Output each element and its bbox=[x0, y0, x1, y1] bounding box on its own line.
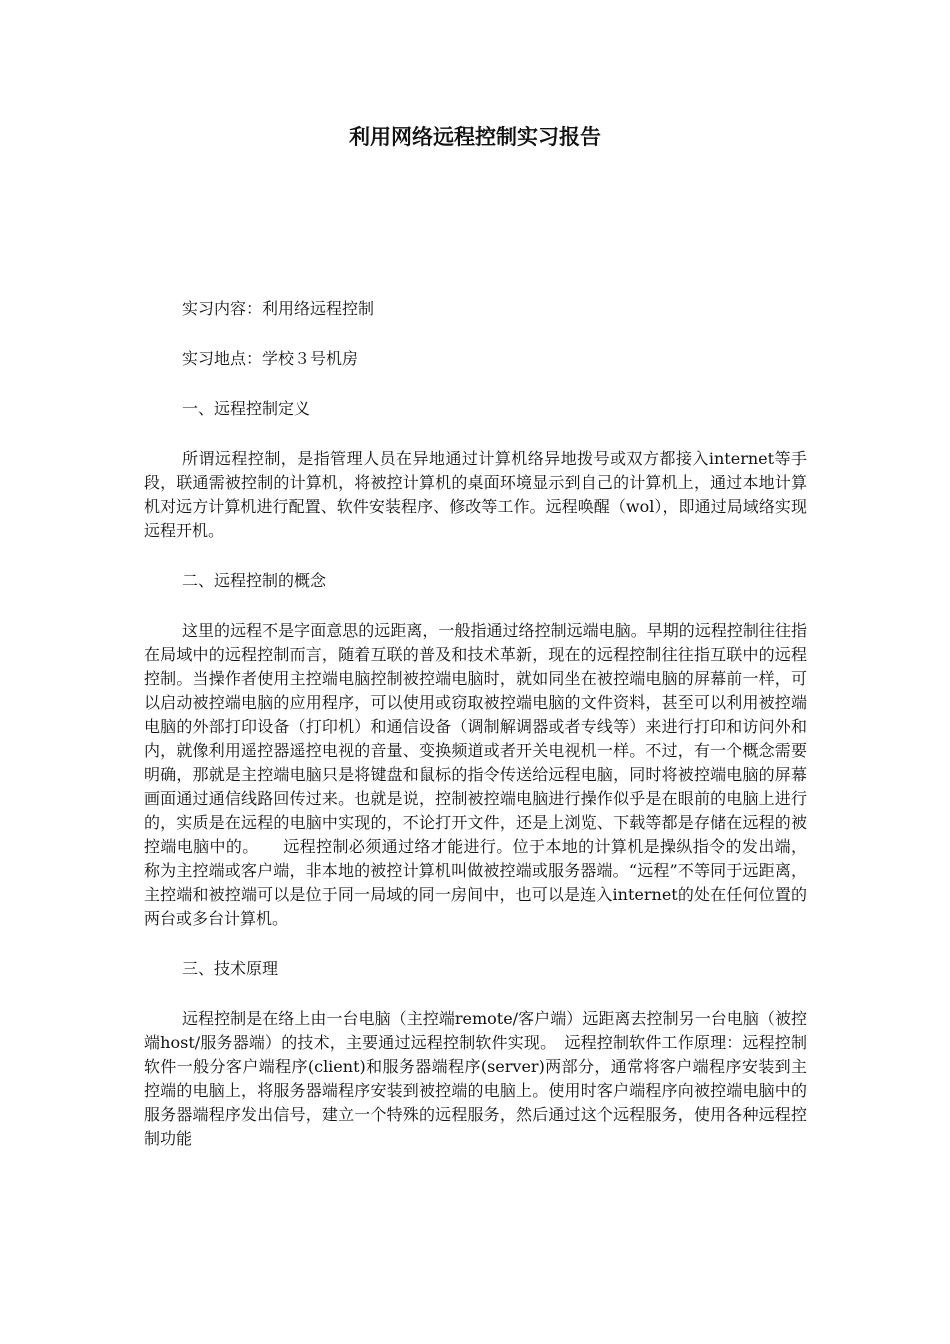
internship-location: 实习地点：学校３号机房 bbox=[182, 349, 359, 368]
section-2-heading: 二、远程控制的概念 bbox=[182, 571, 327, 590]
section-1-heading: 一、远程控制定义 bbox=[182, 399, 311, 418]
internship-content: 实习内容：利用络远程控制 bbox=[182, 299, 375, 318]
section-2-paragraph: 这里的远程不是字面意思的远距离，一般指通过络控制远端电脑。早期的远程控制往往指在局域中的远程控制而言，随着互联的普及和技术革新，现在的远程控制往往指互联中的远程控制。当操作者使用主控端电脑控制被控端电脑时，就如同坐在被控端电脑的屏幕前一样，可以启动被控端电脑的应用程序，可以使用或窃取被控端电脑的文件资料，甚至可以利用被控端电脑的外部打印设备（打印机）和通信设备（调制解调器或者专线等）来进行打印和访问外和内，就像利用遥控器遥控电视的音量、变换频道或者开关电视机一样。不过，有一个概念需要明确，那就是主控端电脑只是将键盘和鼠标的指令传送给远程电脑，同时将被控端电脑的屏幕画面通过通信线路回传过来。也就是说，控制被控端电脑进行操作似乎是在眼前的电脑上进行的，实质是在远程的电脑中实现的，不论打开文件，还是上浏览、下载等都是存储在远程的被控端电脑中的。 远程控制必须通过络才能进行。位于本地的计算机是操纵指令的发出端，称为主控端或客户端，非本地的被控计算机叫做被控端或服务器端。“远程”不等同于远距离，主控端和被控端可以是位于同一局域的同一房间中，也可以是连入internet的处在任何位置的两台或多台计算机。 bbox=[144, 621, 807, 928]
document-title: 利用网络远程控制实习报告 bbox=[349, 125, 601, 149]
document-body bbox=[144, 297, 807, 1151]
section-3-paragraph: 远程控制是在络上由一台电脑（主控端remote/客户端）远距离去控制另一台电脑（被控端host/服务器端）的技术，主要通过远程控制软件实现。 远程控制软件工作原理：远程控制软件一般分客户端程序(client)和服务器端程序(server)两部分，通常将客户端程序安装到主控端的电脑上，将服务器端程序安装到被控端的电脑上。使用时客户端程序向被控端电脑中的服务器端程序发出信号，建立一个特殊的远程服务，然后通过这个远程服务，使用各种远程控制功能 bbox=[144, 1009, 807, 1148]
section-3-heading: 三、技术原理 bbox=[182, 959, 279, 978]
section-1-paragraph: 所谓远程控制，是指管理人员在异地通过计算机络异地拨号或双方都接入internet等手段，联通需被控制的计算机，将被控计算机的桌面环境显示到自己的计算机上，通过本地计算机对远方计算机进行配置、软件安装程序、修改等工作。远程唤醒（wol），即通过局域络实现远程开机。 bbox=[144, 449, 807, 540]
